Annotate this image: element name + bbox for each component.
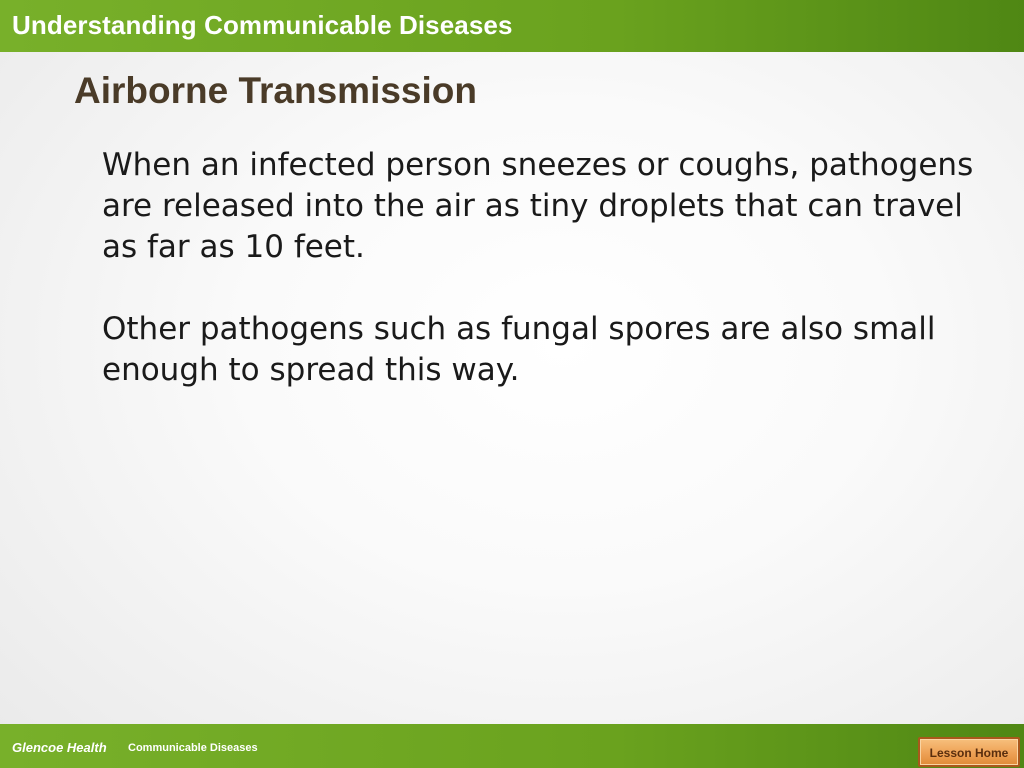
footer-brand: Glencoe Health [12, 740, 107, 755]
lesson-home-button[interactable] [918, 737, 1020, 767]
slide-title: Airborne Transmission [74, 70, 477, 111]
footer-bar [0, 724, 1024, 768]
header-bar [0, 0, 1024, 52]
footer-subject: Communicable Diseases [128, 742, 258, 754]
body-paragraph-1: When an infected person sneezes or coughs, pathogens are released into the air as tiny droplets that can travel as far as 10 feet. [102, 147, 974, 265]
body-paragraph-2: Other pathogens such as fungal spores are also small enough to spread this way. [102, 311, 936, 388]
slide-body [102, 145, 982, 432]
course-title: Understanding Communicable Diseases [12, 10, 513, 40]
lesson-home-label: Lesson Home [929, 746, 1009, 760]
